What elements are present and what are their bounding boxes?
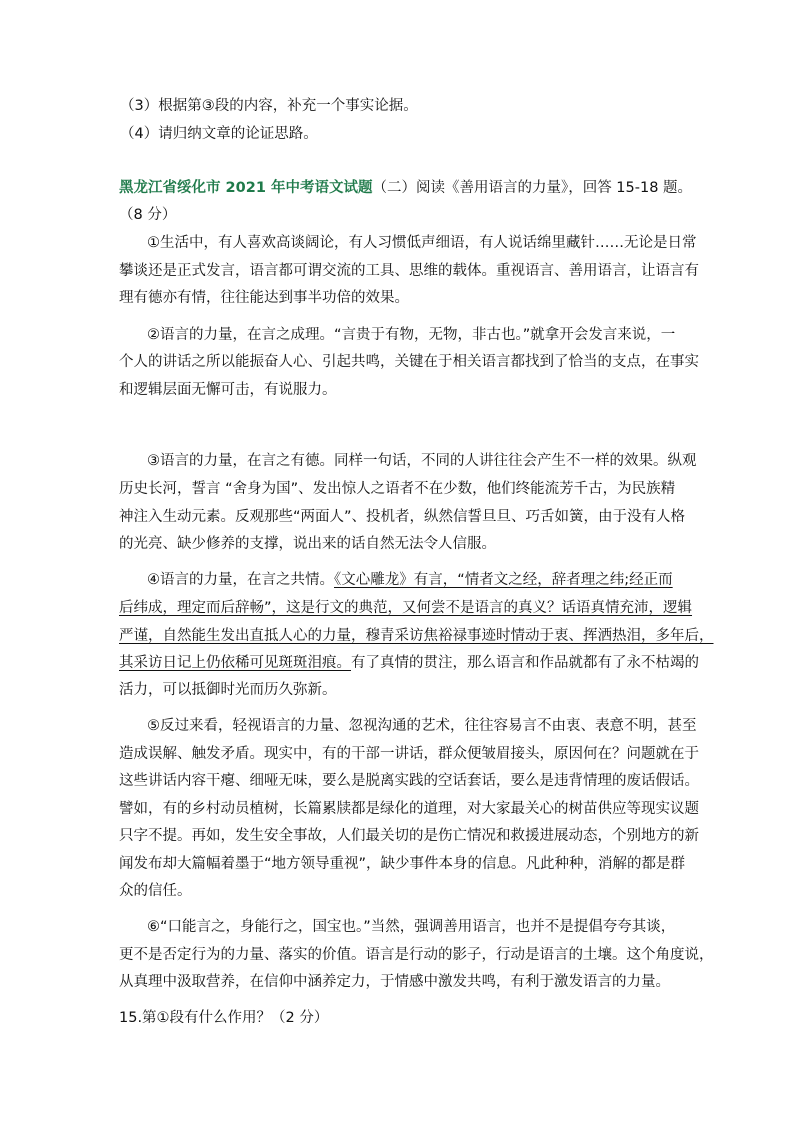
question-15: 15.第①段有什么作用？（2 分） [119, 1010, 329, 1026]
source-instruction: （二）阅读《善用语言的力量》，回答 15-18 题。 [372, 180, 693, 196]
p6-line-1: ⑥“口能言之，身能行之，国宝也。”当然，强调善用语言，也并不是提倡夸夸其谈， [147, 919, 676, 935]
p2-line-1: ②语言的力量，在言之成理。“言贵于有物，无物，非古也。”就拿开会发言来说，一 [147, 327, 676, 343]
p4-line-5: 活力，可以抵御时光而历久弥新。 [119, 682, 337, 698]
p5-line-7: 众的信任。 [119, 883, 192, 899]
source-score: （8 分） [119, 207, 177, 223]
p5-line-2: 造成误解、触发矛盾。现实中，有的干部一讲话，群众便皱眉接头，原因何在？问题就在于 [119, 746, 699, 762]
p3-line-2: 历史长河，誓言 “舍身为国”、发出惊人之语者不在少数，他们终能流芳千古，为民族精 [119, 481, 676, 497]
p3-line-3: 神注入生动元素。反观那些“两面人”、投机者，纵然信誓旦旦、巧舌如簧，由于没有人格 [119, 509, 686, 525]
p4-line-1 [147, 570, 673, 590]
p2-line-2: 个人的讲话之所以能振奋人心、引起共鸣，关键在于相关语言都找到了恰当的支点，在事实 [119, 354, 699, 370]
p2-line-3: 和逻辑层面无懈可击，有说服力。 [119, 382, 337, 398]
p4-underlined-2: 后纬成，理定而后辞畅”，这是行文的典范，又何尝不是语言的真义？话语真情充沛，逻辑 [119, 600, 693, 616]
p3-line-4: 的光亮、缺少修养的支撑，说出来的话自然无法令人信服。 [119, 536, 496, 552]
p4-line-4 [119, 653, 699, 673]
p5-line-6: 闻发布却大篇幅着墨于“地方领导重视”，缺少事件本身的信息。凡此种种，消解的都是群 [119, 856, 686, 872]
p5-line-5: 只字不提。再如，发生安全事故，人们最关切的是伤亡情况和救援进展动态，个别地方的新 [119, 828, 699, 844]
p5-line-4: 譬如，有的乡村动员植树，长篇累牍都是绿化的道理，对大家最关心的树苗供应等现实议题 [119, 801, 699, 817]
p4-underlined-1: 《文心雕龙》有言，“情者文之经，辞者理之纬;经正而 [334, 572, 673, 588]
p1-line-1: ①生活中，有人喜欢高谈阔论，有人习惯低声细语，有人说话绵里藏针……无论是日常 [147, 235, 697, 251]
p6-line-2: 更不是否定行为的力量、落实的价值。语言是行动的影子，行动是语言的土壤。这个角度说， [119, 947, 714, 963]
p3-line-1: ③语言的力量，在言之有德。同样一句话，不同的人讲往往会产生不一样的效果。纵观 [147, 453, 697, 469]
source-label: 黑龙江省绥化市 2021 年中考语文试题 [119, 180, 373, 196]
p4-continuation: 有了真情的贯注，那么语言和作品就都有了永不枯竭的 [351, 655, 699, 671]
question-3: （3）根据第③段的内容，补充一个事实论据。 [120, 98, 418, 114]
p1-line-3: 理有德亦有情，往往能达到事半功倍的效果。 [119, 290, 409, 306]
p1-line-2: 攀谈还是正式发言，语言都可谓交流的工具、思维的载体。重视语言、善用语言，让语言有 [119, 263, 699, 279]
p4-underlined-3: 严谨，自然能生发出直抵人心的力量，穆青采访焦裕禄事迹时情动于衷、挥洒热泪，多年后， [119, 628, 714, 644]
p5-line-1: ⑤反过来看，轻视语言的力量、忽视沟通的艺术，往往容易言不由衷、表意不明，甚至 [147, 718, 697, 734]
p4-underlined-4: 其采访日记上仍依稀可见斑斑泪痕。 [119, 655, 351, 671]
source-line [119, 178, 692, 198]
p6-line-3: 从真理中汲取营养，在信仰中涵养定力，于情感中激发共鸣，有利于激发语言的力量。 [119, 974, 670, 990]
p5-line-3: 这些讲话内容干瘪、细哑无味，要么是脱离实践的空话套话，要么是违背情理的废话假话。 [119, 773, 699, 789]
p4-intro: ④语言的力量，在言之共情。 [147, 572, 334, 588]
question-4: （4）请归纳文章的论证思路。 [120, 126, 318, 142]
